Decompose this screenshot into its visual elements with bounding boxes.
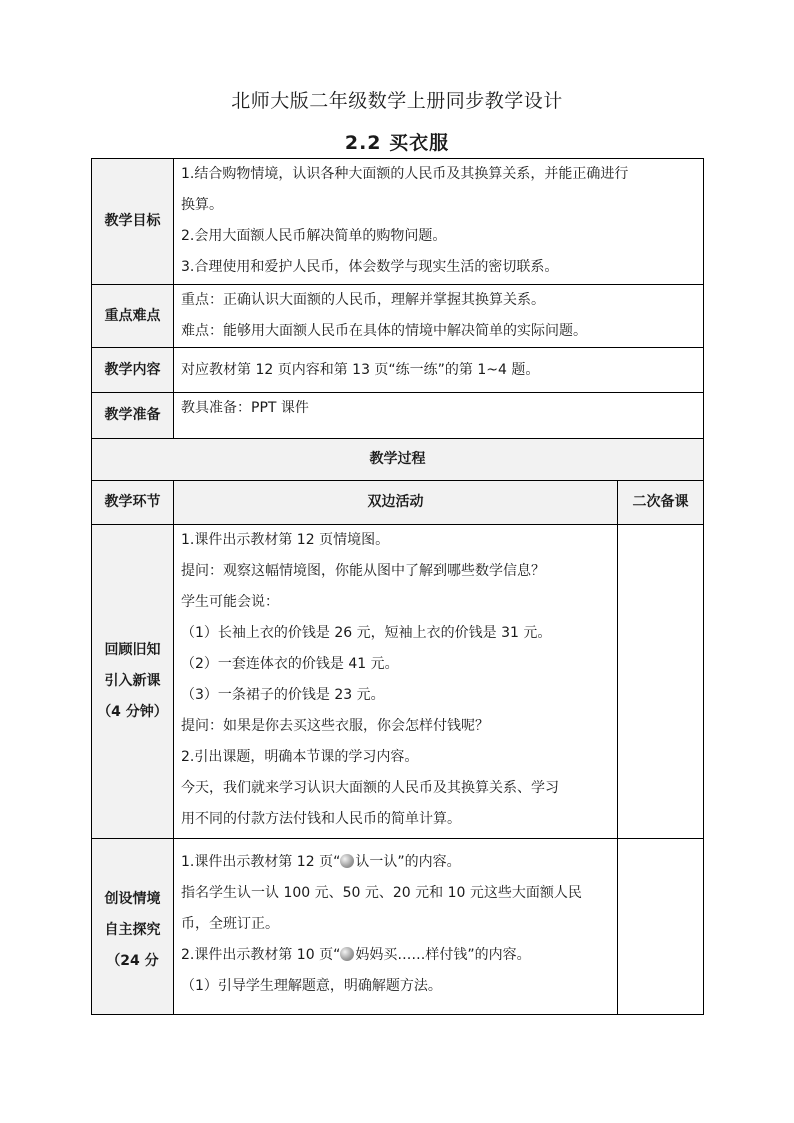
document-title: 北师大版二年级数学上册同步教学设计 xyxy=(231,90,563,112)
activity-line: （1）长袖上衣的价钱是 26 元，短袖上衣的价钱是 31 元。 xyxy=(181,625,552,641)
activity-text: 2.课件出示教材第 10 页“ xyxy=(181,947,341,963)
activity-column-header: 双边活动 xyxy=(174,481,618,525)
stage2-label-line: 自主探究 xyxy=(104,922,161,938)
activity-line: 学生可能会说： xyxy=(181,594,279,610)
activity-line: 指名学生认一认 100 元、50 元、20 元和 10 元这些大面额人民 xyxy=(181,885,582,901)
stage1-label-line: （4 分钟） xyxy=(97,704,168,720)
activity-line: 用不同的付款方法付钱和人民币的简单计算。 xyxy=(181,811,461,827)
preparation-row xyxy=(92,393,704,439)
activity-line: 今天，我们就来学习认识大面额的人民币及其换算关系、学习 xyxy=(181,780,559,796)
activity-line: （3）一条裙子的价钱是 23 元。 xyxy=(181,687,385,703)
stage1-remark[interactable] xyxy=(618,525,704,839)
stage1-activity xyxy=(174,525,618,839)
stage2-remark[interactable] xyxy=(618,839,704,1015)
stage2-label-line: （24 分 xyxy=(106,953,159,969)
stage2-label-line: 创设情境 xyxy=(104,891,161,907)
content-label: 教学内容 xyxy=(92,348,174,393)
content-row xyxy=(92,348,704,393)
activity-line xyxy=(181,940,610,971)
stage-column-header: 教学环节 xyxy=(92,481,174,525)
activity-line xyxy=(181,847,610,878)
stage1-label xyxy=(92,525,174,839)
activity-line: 币，全班订正。 xyxy=(181,916,279,932)
key-point-line: 重点：正确认识大面额的人民币，理解并掌握其换算关系。 xyxy=(181,292,545,308)
process-header-row xyxy=(92,439,704,481)
activity-line: 提问：观察这幅情境图，你能从图中了解到哪些数学信息？ xyxy=(181,563,545,579)
key-point-line: 难点：能够用大面额人民币在具体的情境中解决简单的实际问题。 xyxy=(181,323,587,339)
stage1-row xyxy=(92,525,704,839)
preparation-label: 教学准备 xyxy=(92,393,174,439)
preparation-text: 教具准备：PPT 课件 xyxy=(174,393,704,439)
remark-column-header: 二次备课 xyxy=(618,481,704,525)
stage2-row xyxy=(92,839,704,1015)
column-header-row xyxy=(92,481,704,525)
sphere-bullet-icon xyxy=(340,947,354,961)
objectives-row xyxy=(92,159,704,285)
objectives-line: 3.合理使用和爱护人民币，体会数学与现实生活的密切联系。 xyxy=(181,259,559,275)
objectives-label: 教学目标 xyxy=(92,159,174,285)
activity-line: 提问：如果是你去买这些衣服，你会怎样付钱呢？ xyxy=(181,718,489,734)
stage2-activity xyxy=(174,839,618,1015)
activity-line: （2）一套连体衣的价钱是 41 元。 xyxy=(181,656,399,672)
key-points-label: 重点难点 xyxy=(92,285,174,348)
key-points-content xyxy=(174,285,704,348)
objectives-line: 1.结合购物情境，认识各种大面额的人民币及其换算关系，并能正确进行 xyxy=(181,166,629,182)
activity-text: 妈妈买……样付钱”的内容。 xyxy=(355,947,531,963)
lesson-title: 2.2 买衣服 xyxy=(344,132,450,154)
activity-text: 1.课件出示教材第 12 页“ xyxy=(181,854,341,870)
stage1-label-line: 回顾旧知 xyxy=(104,642,161,658)
activity-line: （1）引导学生理解题意，明确解题方法。 xyxy=(181,978,442,994)
sphere-bullet-icon xyxy=(340,854,354,868)
objectives-line: 换算。 xyxy=(181,197,223,213)
stage1-label-line: 引入新课 xyxy=(104,673,161,689)
key-points-row xyxy=(92,285,704,348)
objectives-line: 2.会用大面额人民币解决简单的购物问题。 xyxy=(181,228,447,244)
stage2-label xyxy=(92,839,174,1015)
objectives-content xyxy=(174,159,704,285)
activity-line: 1.课件出示教材第 12 页情境图。 xyxy=(181,532,390,548)
content-text: 对应教材第 12 页内容和第 13 页“练一练”的第 1~4 题。 xyxy=(174,348,704,393)
activity-line: 2.引出课题，明确本节课的学习内容。 xyxy=(181,749,419,765)
lesson-plan-table xyxy=(91,158,704,1015)
activity-text: 认一认”的内容。 xyxy=(355,854,461,870)
process-header: 教学过程 xyxy=(92,439,704,481)
